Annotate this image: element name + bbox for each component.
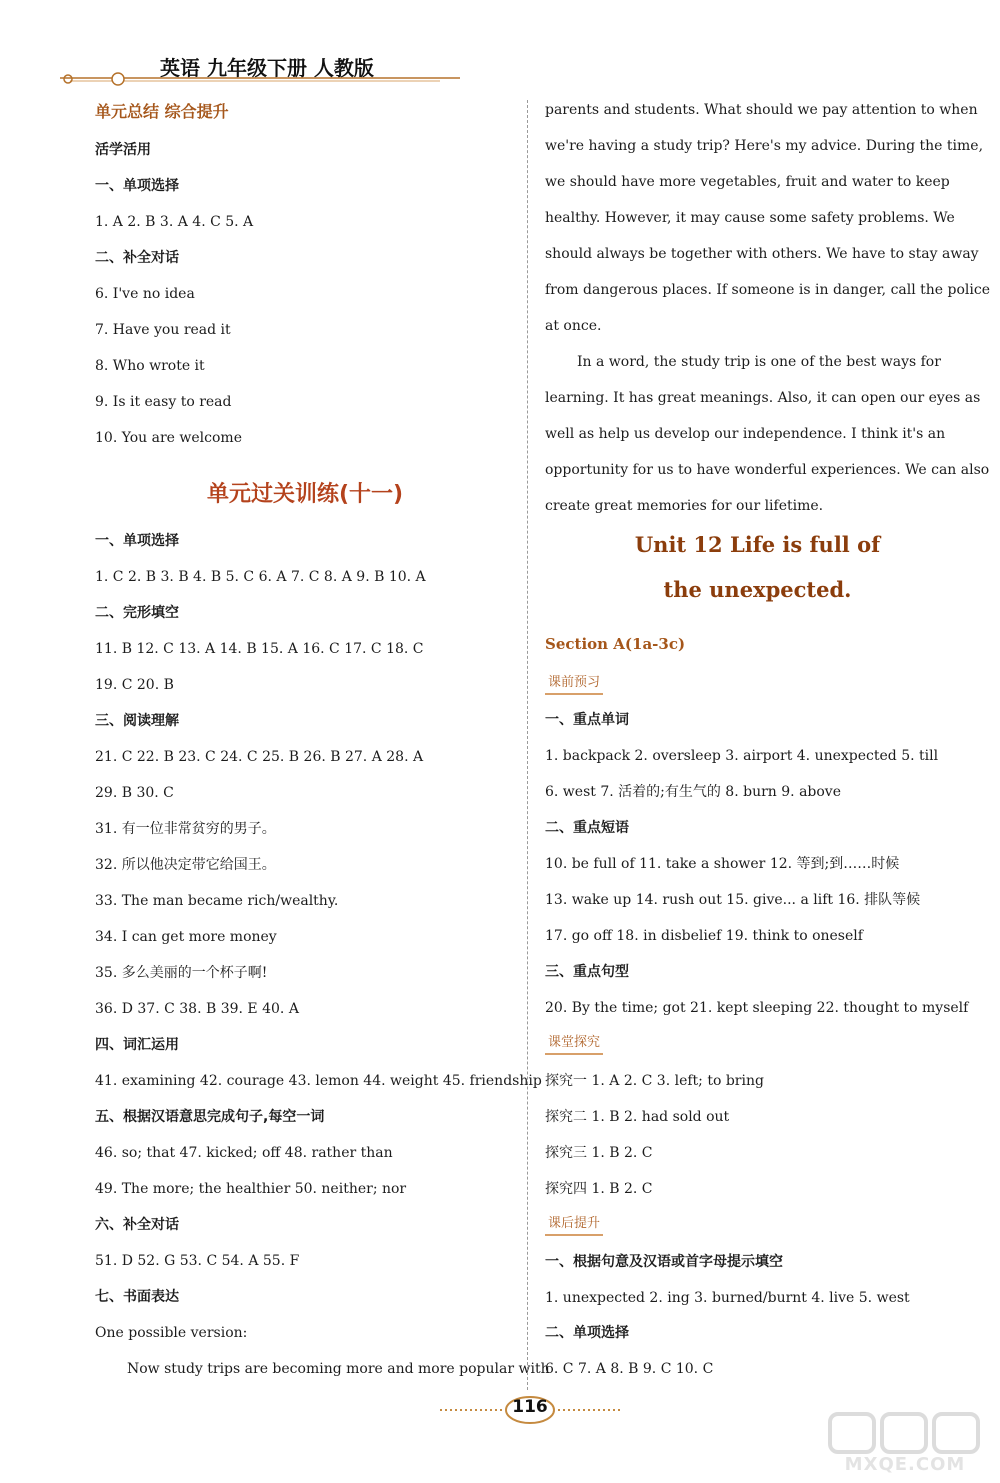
section-heading: 三、重点句型 <box>545 964 629 980</box>
answer-line: 探究三 1. B 2. C <box>545 1145 653 1161</box>
answer-line: 8. Who wrote it <box>95 358 205 374</box>
page-number <box>440 1395 620 1425</box>
essay-line: create great memories for our lifetime. <box>545 498 824 514</box>
book-title: 英语 九年级下册 人教版 <box>160 56 374 80</box>
section-heading: 二、单项选择 <box>545 1325 629 1341</box>
answer-line: 46. so; that 47. kicked; off 48. rather than <box>95 1145 393 1161</box>
tag-preview: 课前预习 <box>545 674 603 695</box>
answer-line: 9. Is it easy to read <box>95 394 232 410</box>
tag-classroom: 课堂探究 <box>545 1034 603 1055</box>
essay-line: well as help us develop our independence. I think it's an <box>545 426 946 442</box>
answer-line: 21. C 22. B 23. C 24. C 25. B 26. B 27. A 28. A <box>95 749 424 765</box>
watermark-logo <box>820 1410 990 1480</box>
essay-line: should always be together with others. We have to stay away <box>545 246 979 262</box>
page-number-text: 116 <box>512 1397 548 1417</box>
section-heading: 二、重点短语 <box>545 820 629 836</box>
answer-line: 6. C 7. A 8. B 9. C 10. C <box>545 1361 714 1377</box>
answer-line: 33. The man became rich/wealthy. <box>95 893 339 909</box>
answer-line: 1. backpack 2. oversleep 3. airport 4. unexpected 5. till <box>545 748 939 764</box>
essay-line: In a word, the study trip is one of the best ways for <box>577 354 941 370</box>
answer-line: 19. C 20. B <box>95 677 174 693</box>
essay-line: healthy. However, it may cause some safety problems. We <box>545 210 955 226</box>
answer-line: 41. examining 42. courage 43. lemon 44. weight 45. friendship <box>95 1073 542 1089</box>
section-heading: 一、单项选择 <box>95 178 179 194</box>
section-a-heading: Section A(1a-3c) <box>545 635 686 653</box>
essay-line: we're having a study trip? Here's my advice. During the time, <box>545 138 984 154</box>
header-ornament <box>60 70 460 94</box>
essay-first-line: Now study trips are becoming more and more popular with <box>127 1361 550 1377</box>
tag-after-class: 课后提升 <box>545 1215 603 1236</box>
answer-line: 32. 所以他决定带它给国王。 <box>95 857 276 873</box>
answer-line: 7. Have you read it <box>95 322 231 338</box>
answer-line: 1. C 2. B 3. B 4. B 5. C 6. A 7. C 8. A 9. B 10. A <box>95 569 426 585</box>
answer-line: 10. be full of 11. take a shower 12. 等到;到……时候 <box>545 856 900 872</box>
answer-line: 17. go off 18. in disbelief 19. think to oneself <box>545 928 863 944</box>
section-heading: 一、重点单词 <box>545 712 629 728</box>
answer-line: 1. A 2. B 3. A 4. C 5. A <box>95 214 254 230</box>
answer-line: 6. I've no idea <box>95 286 195 302</box>
section-heading: 五、根据汉语意思完成句子,每空一词 <box>95 1109 325 1125</box>
answer-line: 10. You are welcome <box>95 430 242 446</box>
answer-line: 探究二 1. B 2. had sold out <box>545 1109 730 1125</box>
page-header <box>60 48 460 94</box>
section-heading: 二、完形填空 <box>95 605 179 621</box>
section-heading: 四、词汇运用 <box>95 1037 179 1053</box>
essay-line: we should have more vegetables, fruit and water to keep <box>545 174 950 190</box>
answer-line: 51. D 52. G 53. C 54. A 55. F <box>95 1253 300 1269</box>
answer-line: 29. B 30. C <box>95 785 174 801</box>
subheading-huoxue: 活学活用 <box>95 142 151 158</box>
unit-summary-heading: 单元总结 综合提升 <box>95 102 229 121</box>
section-heading: 一、单项选择 <box>95 533 179 549</box>
answer-line: 31. 有一位非常贫穷的男子。 <box>95 821 276 837</box>
unit-title-line1: Unit 12 Life is full of <box>634 532 881 557</box>
section-heading: 三、阅读理解 <box>95 713 179 729</box>
answer-line: 6. west 7. 活着的;有生气的 8. burn 9. above <box>545 784 841 800</box>
essay-line: learning. It has great meanings. Also, it can open our eyes as <box>545 390 981 406</box>
answer-line: 34. I can get more money <box>95 929 277 945</box>
essay-line: parents and students. What should we pay attention to when <box>545 102 978 118</box>
answer-line: One possible version: <box>95 1325 248 1341</box>
section-heading: 一、根据句意及汉语或首字母提示填空 <box>545 1254 783 1270</box>
answer-line: 探究四 1. B 2. C <box>545 1181 653 1197</box>
answer-line: 11. B 12. C 13. A 14. B 15. A 16. C 17. C 18. C <box>95 641 424 657</box>
watermark-text: MXQE.COM <box>844 1454 966 1475</box>
answer-line: 49. The more; the healthier 50. neither; nor <box>95 1181 407 1197</box>
column-divider <box>527 100 528 1390</box>
essay-line: from dangerous places. If someone is in danger, call the police <box>545 282 991 298</box>
essay-line: opportunity for us to have wonderful experiences. We can also <box>545 462 990 478</box>
section-heading: 六、补全对话 <box>95 1217 179 1233</box>
answer-line: 20. By the time; got 21. kept sleeping 22. thought to myself <box>545 1000 969 1016</box>
answer-line: 探究一 1. A 2. C 3. left; to bring <box>545 1073 764 1089</box>
unit-title-line2: the unexpected. <box>663 577 852 602</box>
unit-test-title: 单元过关训练(十一) <box>206 482 404 507</box>
answer-line: 1. unexpected 2. ing 3. burned/burnt 4. live 5. west <box>545 1290 910 1306</box>
watermark-icon <box>820 1410 990 1456</box>
section-heading: 七、书面表达 <box>95 1289 179 1305</box>
section-heading: 二、补全对话 <box>95 250 179 266</box>
answer-line: 36. D 37. C 38. B 39. E 40. A <box>95 1001 299 1017</box>
essay-line: at once. <box>545 318 602 334</box>
answer-line: 13. wake up 14. rush out 15. give... a lift 16. 排队等候 <box>545 892 921 908</box>
answer-line: 35. 多么美丽的一个杯子啊! <box>95 965 268 981</box>
